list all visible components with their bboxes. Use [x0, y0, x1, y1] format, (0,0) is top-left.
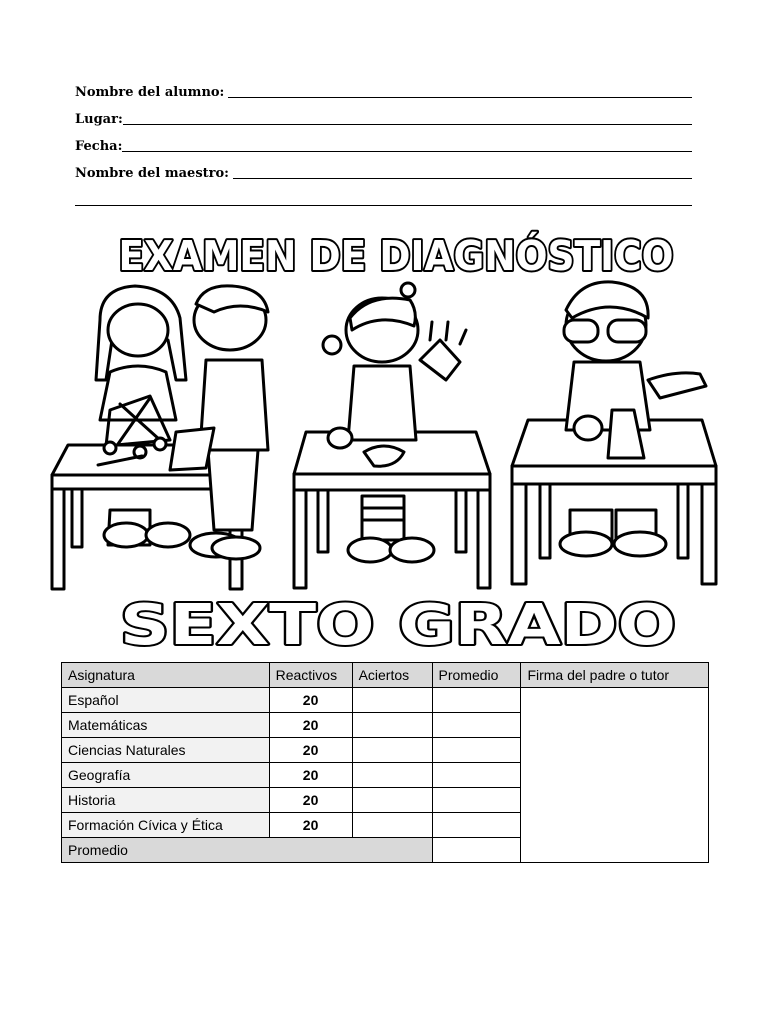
correct-cell[interactable]: [352, 688, 432, 713]
exam-title: EXAMEN DE DIAGNÓSTICO: [118, 232, 674, 280]
signature-cell[interactable]: [521, 688, 709, 863]
teacher-name-label: Nombre del maestro:: [75, 166, 229, 181]
grades-table: [61, 662, 709, 863]
grade-title: SEXTO GRADO: [120, 593, 676, 658]
average-cell[interactable]: [432, 813, 521, 838]
table-row: [62, 688, 709, 713]
header-signature: Firma del padre o tutor: [521, 663, 709, 688]
average-cell[interactable]: [432, 763, 521, 788]
subject-cell: Español: [62, 688, 270, 713]
header-items: Reactivos: [269, 663, 352, 688]
subject-cell: Geografía: [62, 763, 270, 788]
children-doing-science-illustration: [52, 282, 716, 589]
subject-cell: Matemáticas: [62, 713, 270, 738]
items-cell: 20: [269, 813, 352, 838]
student-name-label: Nombre del alumno:: [75, 85, 225, 100]
average-cell[interactable]: [432, 713, 521, 738]
average-cell[interactable]: [432, 738, 521, 763]
items-cell: 20: [269, 738, 352, 763]
correct-cell[interactable]: [352, 738, 432, 763]
correct-cell[interactable]: [352, 713, 432, 738]
items-cell: 20: [269, 763, 352, 788]
items-cell: 20: [269, 688, 352, 713]
total-average-cell[interactable]: [432, 838, 521, 863]
place-label: Lugar:: [75, 112, 123, 127]
header-correct: Aciertos: [352, 663, 432, 688]
table-header-row: [62, 663, 709, 688]
average-cell[interactable]: [432, 788, 521, 813]
subject-cell: Ciencias Naturales: [62, 738, 270, 763]
subject-cell: Formación Cívica y Ética: [62, 813, 270, 838]
header-average: Promedio: [432, 663, 521, 688]
correct-cell[interactable]: [352, 813, 432, 838]
average-cell[interactable]: [432, 688, 521, 713]
subject-cell: Historia: [62, 788, 270, 813]
correct-cell[interactable]: [352, 788, 432, 813]
items-cell: 20: [269, 713, 352, 738]
header-subject: Asignatura: [62, 663, 270, 688]
correct-cell[interactable]: [352, 763, 432, 788]
items-cell: 20: [269, 788, 352, 813]
total-average-label: Promedio: [62, 838, 433, 863]
date-label: Fecha:: [75, 139, 123, 154]
